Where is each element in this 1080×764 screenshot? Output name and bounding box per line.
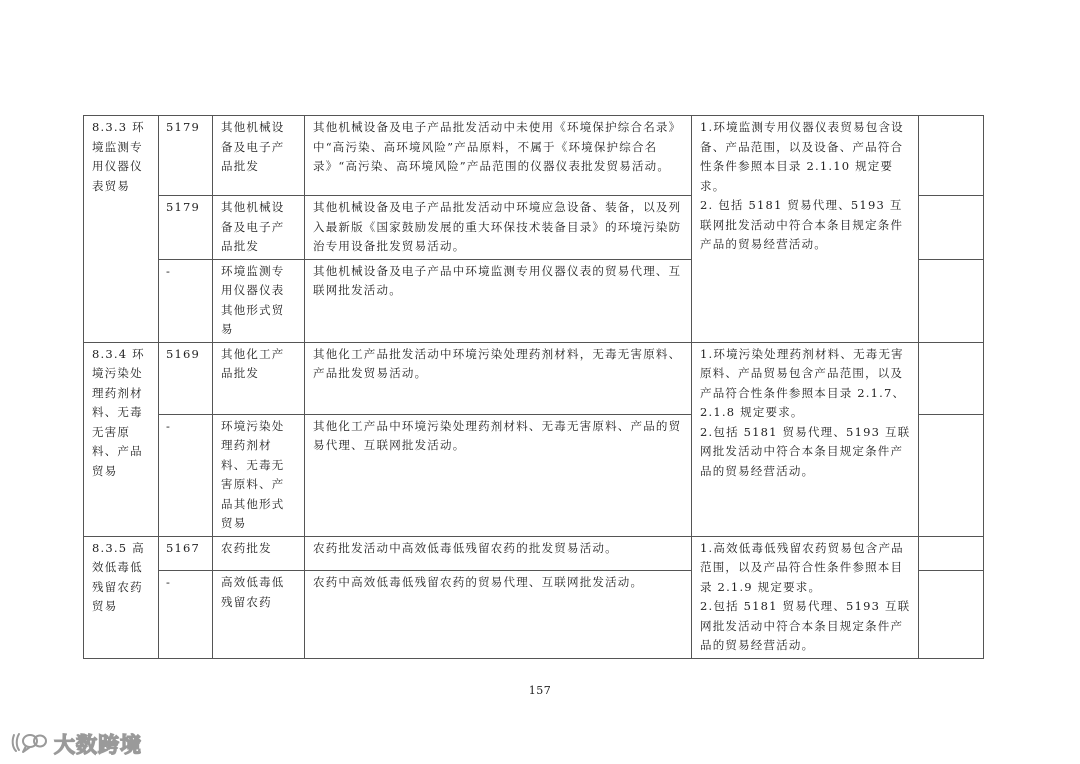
catalog-table [83,115,984,659]
remark-cell [919,571,984,658]
page-number: 157 [528,684,552,697]
watermark [10,730,142,758]
category-cell: 8.3.4 环境污染处理药剂材料、无毒无害原料、产品贸易 [84,342,159,536]
description-cell: 其他机械设备及电子产品中环境监测专用仪器仪表的贸易代理、互联网批发活动。 [305,259,692,342]
industry-code-cell: - [159,259,213,342]
industry-code-cell: - [159,414,213,536]
requirement-cell: 1.环境污染处理药剂材料、无毒无害原料、产品贸易包含产品范围，以及产品符合性条件参照本目录 2.1.7、2.1.8 规定要求。 2.包括 5181 贸易代理、5193 互联网批发活动中符合本条目规定条件产品的贸易经营活动。 [692,342,919,536]
description-cell: 农药中高效低毒低残留农药的贸易代理、互联网批发活动。 [305,571,692,658]
industry-name-cell: 其他机械设备及电子产品批发 [213,116,305,196]
description-cell: 其他化工产品批发活动中环境污染处理药剂材料，无毒无害原料、产品批发贸易活动。 [305,342,692,414]
bubble-logo-icon [10,731,48,757]
table-row [84,342,984,414]
industry-code-cell: 5179 [159,196,213,260]
remark-cell [919,116,984,196]
industry-code-cell: - [159,571,213,658]
industry-name-cell: 其他化工产品批发 [213,342,305,414]
description-cell: 其他机械设备及电子产品批发活动中未使用《环境保护综合名录》中“高污染、高环境风险”产品原料，不属于《环境保护综合名录》“高污染、高环境风险”产品范围的仪器仪表批发贸易活动。 [305,116,692,196]
industry-name-cell: 其他机械设备及电子产品批发 [213,196,305,260]
industry-name-cell: 农药批发 [213,536,305,571]
industry-code-cell: 5169 [159,342,213,414]
table-row [84,536,984,571]
industry-name-cell: 环境污染处理药剂材料、无毒无害原料、产品其他形式贸易 [213,414,305,536]
remark-cell [919,259,984,342]
remark-cell [919,342,984,414]
requirement-cell: 1.环境监测专用仪器仪表贸易包含设备、产品范围，以及设备、产品符合性条件参照本目录 2.1.10 规定要求。 2. 包括 5181 贸易代理、5193 互联网批发活动中符合本条目规定条件产品的贸易经营活动。 [692,116,919,343]
industry-name-cell: 环境监测专用仪器仪表其他形式贸易 [213,259,305,342]
description-cell: 农药批发活动中高效低毒低残留农药的批发贸易活动。 [305,536,692,571]
description-cell: 其他化工产品中环境污染处理药剂材料、无毒无害原料、产品的贸易代理、互联网批发活动。 [305,414,692,536]
remark-cell [919,196,984,260]
table-row [84,116,984,196]
remark-cell [919,536,984,571]
requirement-cell: 1.高效低毒低残留农药贸易包含产品范围，以及产品符合性条件参照本目录 2.1.9 规定要求。 2.包括 5181 贸易代理、5193 互联网批发活动中符合本条目规定条件产品的贸易经营活动。 [692,536,919,658]
description-cell: 其他机械设备及电子产品批发活动中环境应急设备、装备，以及列入最新版《国家鼓励发展的重大环保技术装备目录》的环境污染防治专用设备批发贸易活动。 [305,196,692,260]
industry-code-cell: 5167 [159,536,213,571]
watermark-text: 大数跨境 [54,733,142,757]
industry-name-cell: 高效低毒低残留农药 [213,571,305,658]
category-cell: 8.3.5 高效低毒低残留农药贸易 [84,536,159,658]
category-cell: 8.3.3 环境监测专用仪器仪表贸易 [84,116,159,343]
industry-code-cell: 5179 [159,116,213,196]
remark-cell [919,414,984,536]
